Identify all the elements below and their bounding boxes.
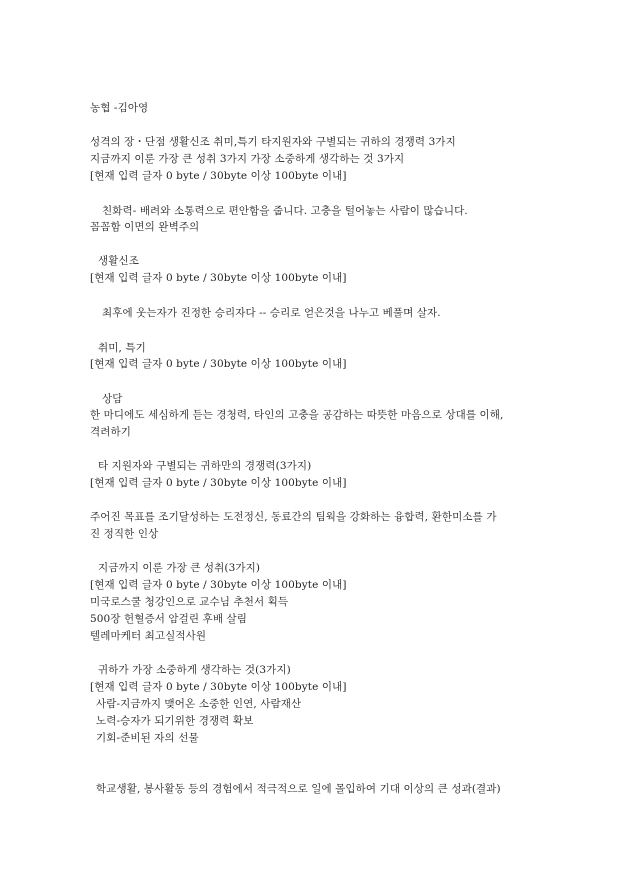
- achievements-title: 지금까지 이룬 가장 큰 성취(3가지): [98, 562, 261, 574]
- hobby-text-line-2: 격려하기: [90, 426, 131, 438]
- competitiveness-text-line-1: 주어진 목표를 조기달성하는 도전정신, 동료간의 팀웍을 강화하는 융합력, 환한미소를 가: [90, 511, 497, 523]
- intro-byte-counter: [현재 입력 글자 0 byte / 30byte 이상 100byte 이내]: [90, 170, 347, 182]
- competitiveness-text-line-2: 진 정직한 인상: [90, 528, 159, 540]
- intro-line-1: 성격의 장・단점 생활신조 취미,특기 타지원자와 구별되는 귀하의 경쟁력 3가지: [90, 136, 456, 148]
- motto-title: 생활신조: [98, 255, 139, 267]
- intro-line-2: 지금까지 이룬 가장 큰 성취 3가지 가장 소중하게 생각하는 것 3가지: [90, 153, 405, 165]
- achievement-item-1: 미국로스쿨 청강인으로 교수님 추천서 획득: [90, 596, 289, 608]
- personality-weakness: 꼼꼼함 이면의 완벽주의: [90, 221, 200, 233]
- competitiveness-byte-counter: [현재 입력 글자 0 byte / 30byte 이상 100byte 이내]: [90, 477, 347, 489]
- motto-byte-counter: [현재 입력 글자 0 byte / 30byte 이상 100byte 이내]: [90, 272, 347, 284]
- competitiveness-title: 타 지원자와 구별되는 귀하만의 경쟁력(3가지): [98, 460, 312, 472]
- document-header: 농협 -김아영: [90, 102, 149, 114]
- values-title: 귀하가 가장 소중하게 생각하는 것(3가지): [98, 664, 291, 676]
- values-byte-counter: [현재 입력 글자 0 byte / 30byte 이상 100byte 이내]: [90, 681, 347, 693]
- value-item-2: 노력-승자가 되기위한 경쟁력 확보: [96, 715, 254, 727]
- value-item-3: 기회-준비된 자의 선물: [96, 732, 199, 744]
- motto-text: 최후에 웃는자가 진정한 승리자다 -- 승리로 얻은것을 나누고 베풀며 살자.: [102, 307, 441, 319]
- achievement-item-2: 500장 헌혈증서 암걸린 후배 살림: [90, 613, 248, 625]
- personality-strength: 친화력- 배려와 소통력으로 편안함을 줍니다. 고충을 털어놓는 사람이 많습니다.: [102, 205, 468, 217]
- hobby-subtitle: 상담: [102, 393, 123, 405]
- hobby-text-line-1: 한 마디에도 세심하게 듣는 경청력, 타인의 고충을 공감하는 따뜻한 마음으로 상대를 이해,: [90, 409, 504, 421]
- hobby-title: 취미, 특기: [98, 342, 146, 354]
- footer-question: 학교생활, 봉사활동 등의 경험에서 적극적으로 일에 몰입하여 기대 이상의 큰 성과(결과): [96, 783, 501, 795]
- achievement-item-3: 텔레마케터 최고실적사원: [90, 630, 207, 642]
- value-item-1: 사람-지금까지 맺어온 소중한 인연, 사람재산: [96, 698, 302, 710]
- achievements-byte-counter: [현재 입력 글자 0 byte / 30byte 이상 100byte 이내]: [90, 579, 347, 591]
- hobby-byte-counter: [현재 입력 글자 0 byte / 30byte 이상 100byte 이내]: [90, 358, 347, 370]
